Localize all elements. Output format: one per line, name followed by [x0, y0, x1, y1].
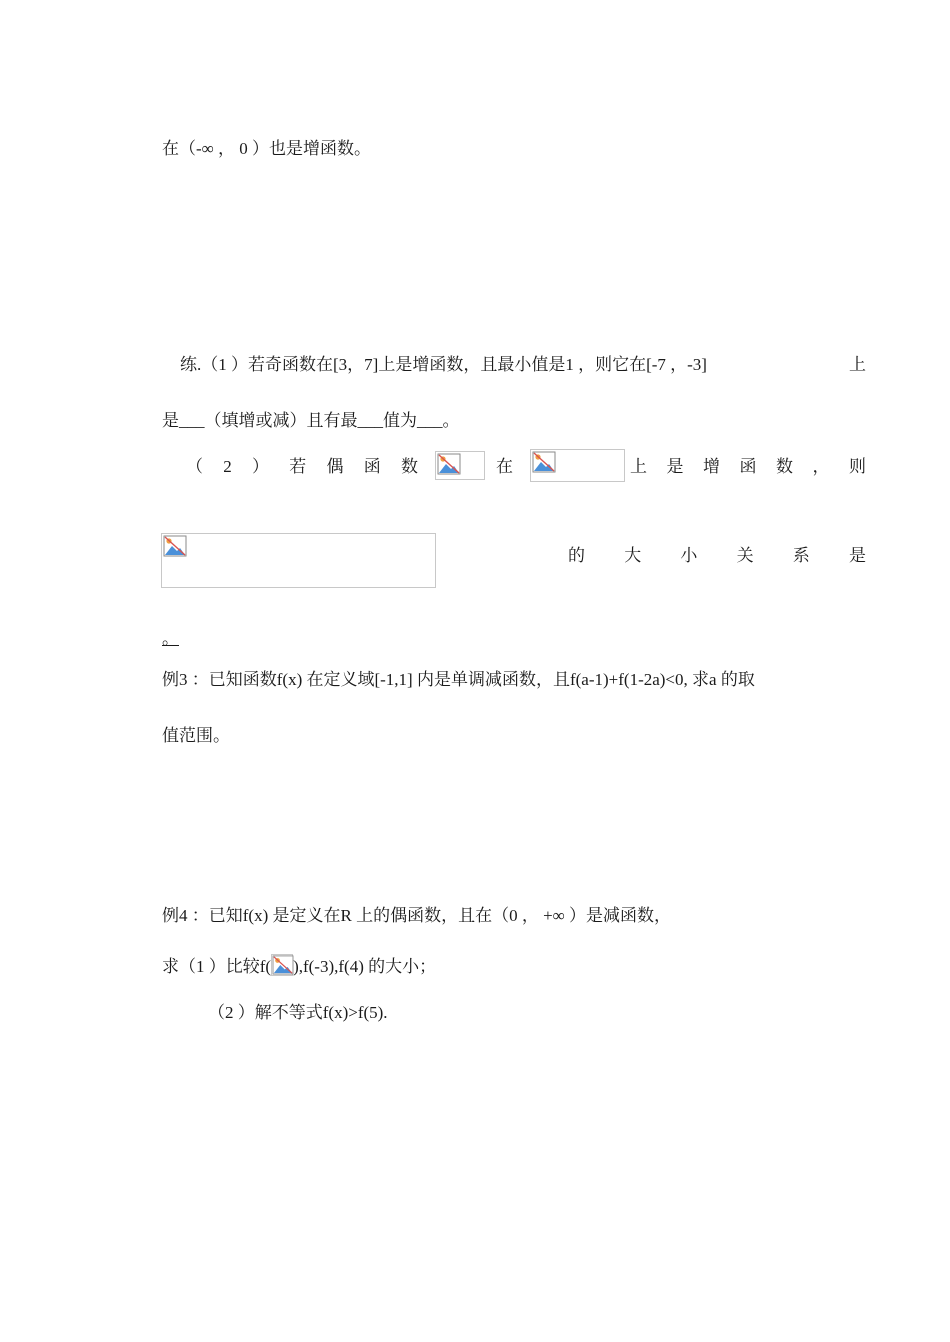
char: 是: [666, 457, 684, 476]
practice-q1-tail: 上: [849, 355, 866, 374]
formula-image-function: [435, 451, 485, 480]
char: 是: [848, 546, 866, 565]
example3-line2: 值范围。: [162, 726, 230, 745]
practice-q1-line2: 是___（填增或减）且有最___值为___。: [162, 411, 460, 430]
practice-q2-chars-before: [186, 456, 418, 478]
char: 的: [568, 546, 585, 565]
broken-image-icon: [272, 955, 294, 975]
broken-image-icon: [437, 453, 461, 475]
example4-line2-start: 求（1 ）比较f(: [162, 957, 272, 976]
char: 增: [703, 457, 720, 476]
char: 关: [736, 546, 754, 565]
char: ）: [252, 457, 269, 476]
char: 上: [630, 457, 647, 476]
char: 数: [776, 457, 793, 476]
char: 若: [289, 457, 307, 476]
formula-image-interval: [530, 449, 625, 482]
example4-line2-end: ),f(-3),f(4) 的大小；: [293, 957, 437, 976]
text-line-interval: 在（-∞ ， 0 ）也是增函数。: [162, 139, 372, 158]
char: 函: [739, 457, 757, 476]
practice-q1-line1: [180, 354, 866, 376]
practice-q2-line2-chars: [568, 545, 866, 567]
char: 数: [401, 457, 418, 476]
formula-image-comparison: [161, 533, 436, 588]
practice-q2-mid: 在: [496, 457, 513, 476]
char: 则: [849, 457, 866, 476]
example4-line2: [162, 954, 436, 976]
practice-q1-text: 练.（1 ）若奇函数在[3，7]上是增函数，且最小值是1 ，则它在[-7 ，-3]: [180, 355, 707, 374]
example4-line1: 例4 ：已知f(x) 是定义在R 上的偶函数，且在（0 ， +∞ ）是减函数，: [162, 906, 672, 925]
char: 大: [624, 546, 642, 565]
broken-image-icon: [532, 451, 556, 473]
char: （: [186, 457, 203, 476]
example4-line3: （2 ）解不等式f(x)>f(5).: [208, 1003, 388, 1022]
broken-image-icon: [163, 535, 187, 557]
char: 偶: [326, 457, 344, 476]
char: ，: [812, 457, 830, 476]
char: 系: [792, 546, 810, 565]
formula-image-inline: [271, 954, 293, 976]
char: 函: [363, 457, 381, 476]
example3-line1: 例3 ：已知函数f(x) 在定义域[-1,1] 内是单调减函数，且f(a-1)+f(1-2a)<0, 求a 的取: [162, 670, 755, 689]
char: 小: [680, 546, 698, 565]
practice-q2-end: 。: [162, 629, 179, 648]
char: 2: [223, 457, 232, 476]
practice-q2-chars-after: [630, 456, 866, 478]
